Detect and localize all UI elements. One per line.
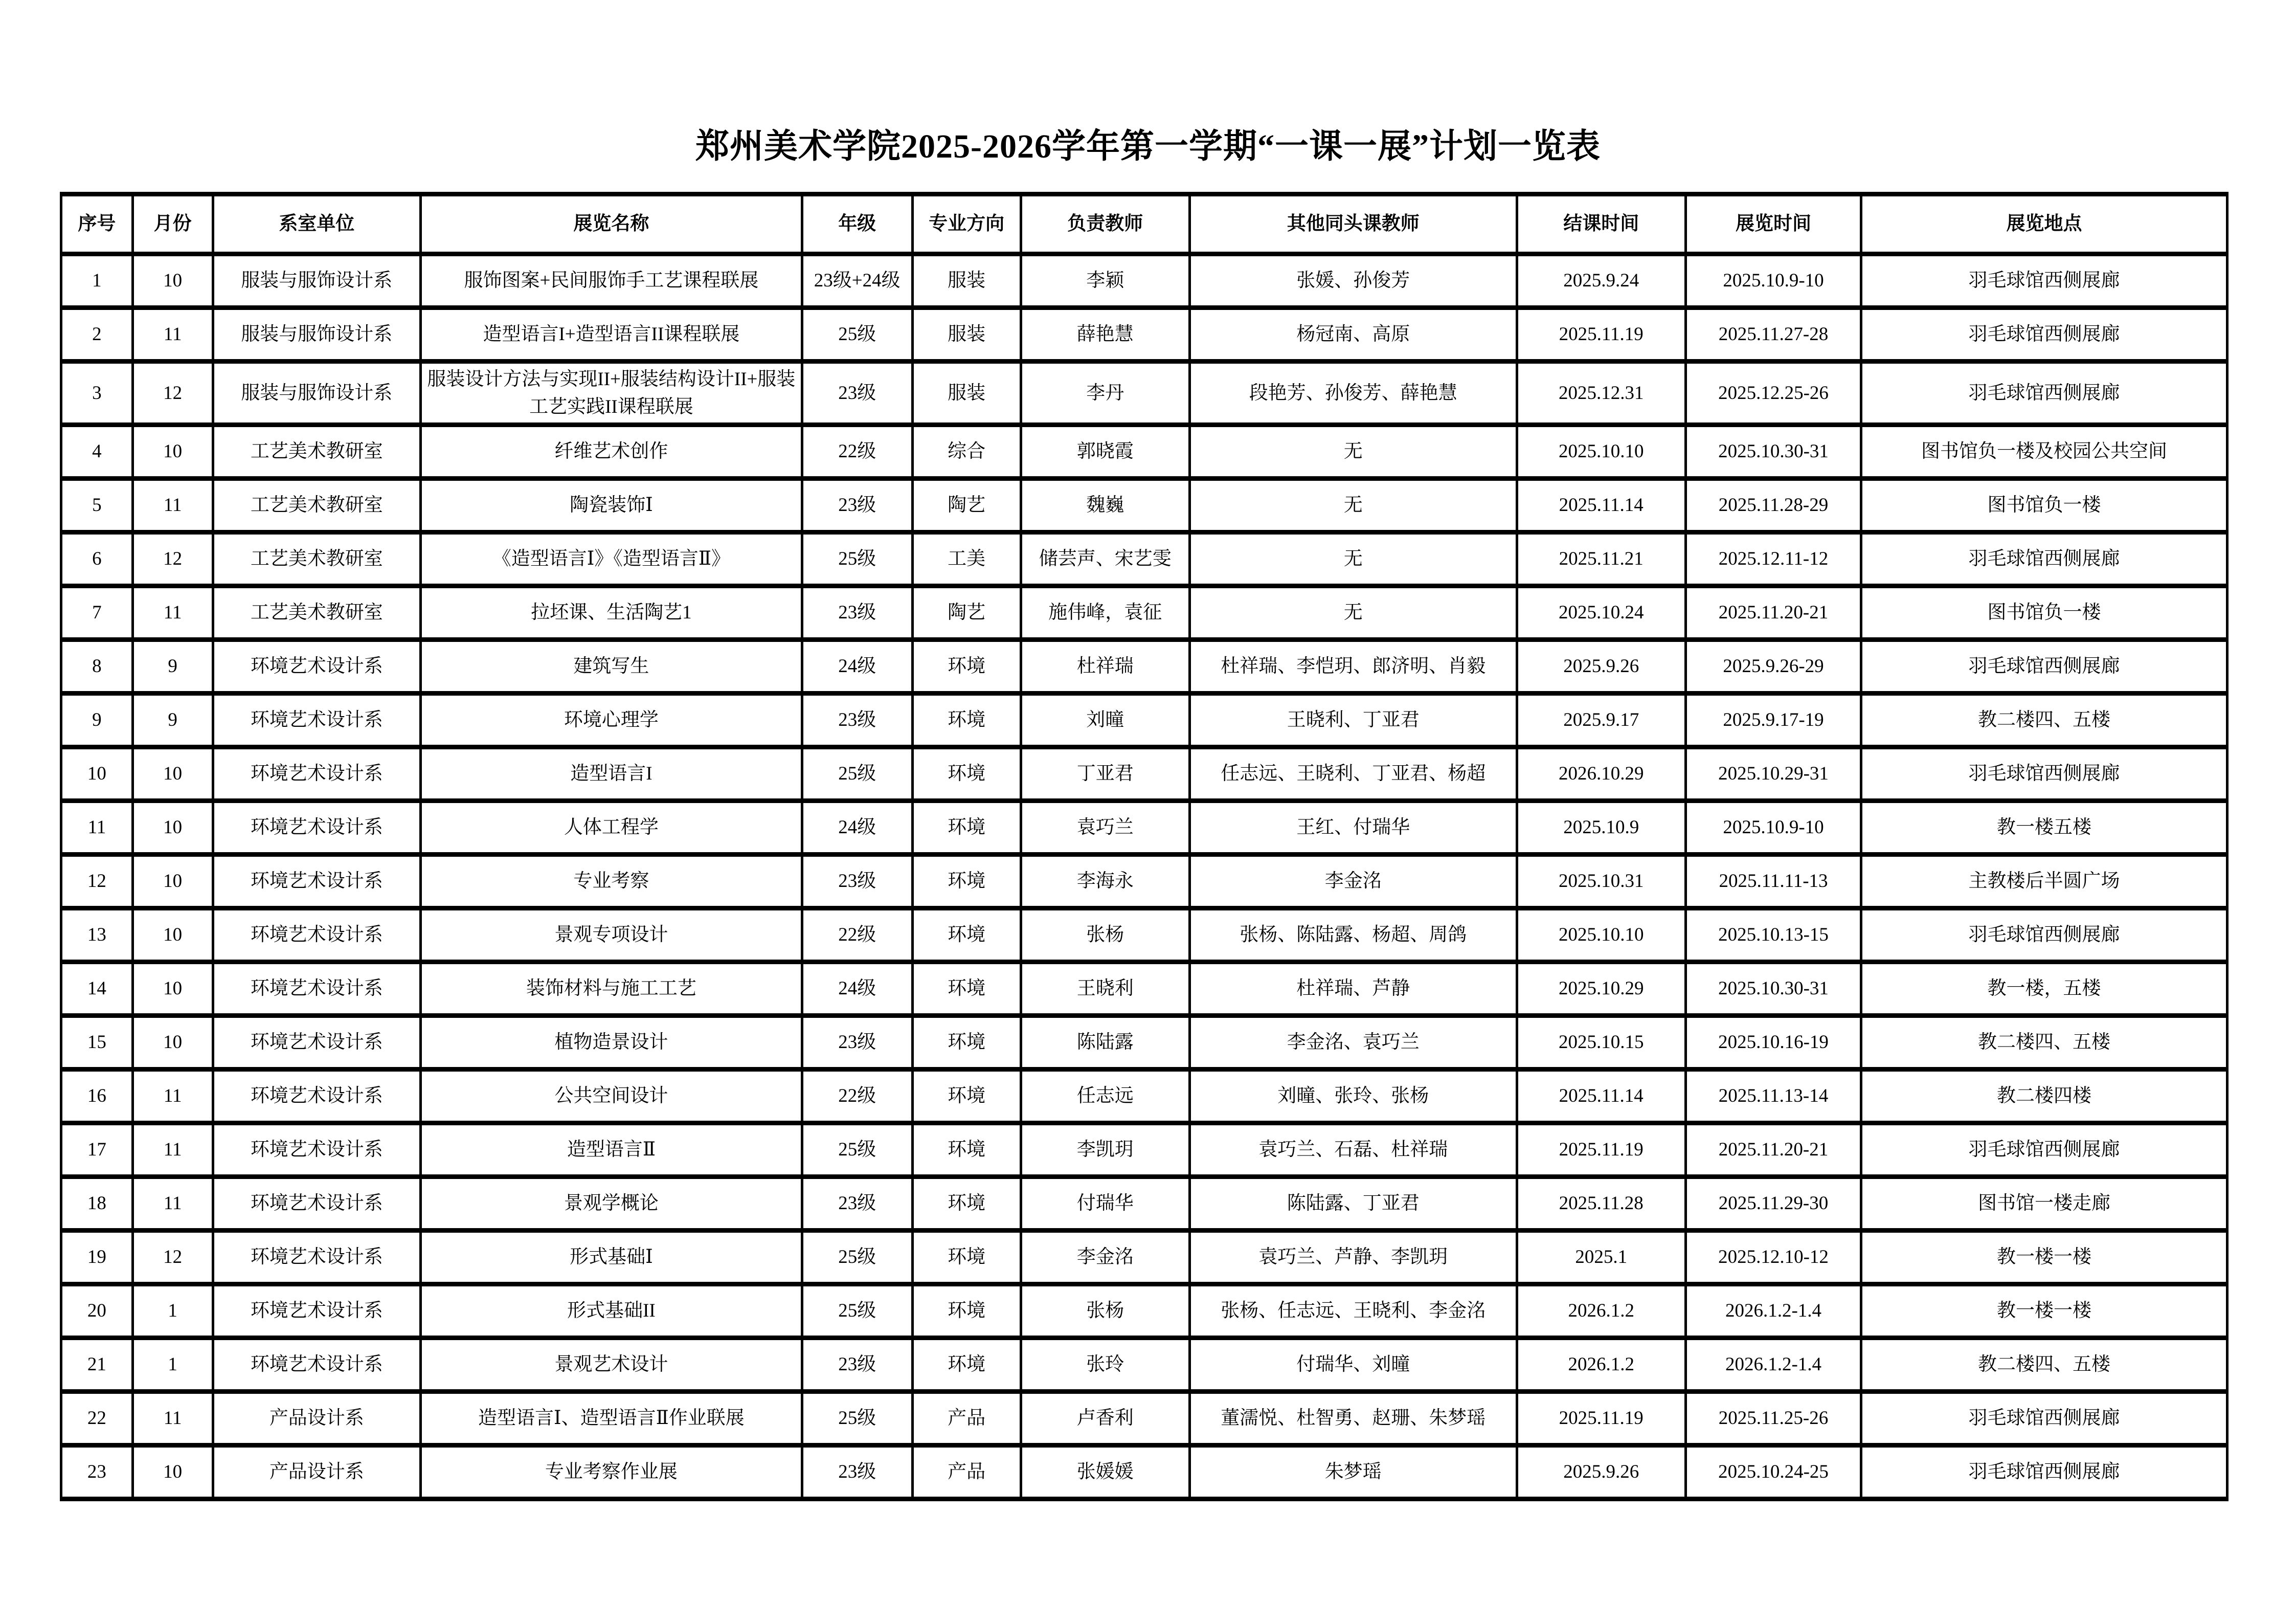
table-cell: 张杨 — [1021, 908, 1189, 962]
table-cell: 羽毛球馆西侧展廊 — [1861, 1445, 2227, 1499]
table-cell: 2025.11.25-26 — [1685, 1392, 1861, 1445]
table-cell: 陶艺 — [912, 586, 1021, 640]
table-cell: 12 — [132, 1231, 213, 1284]
exhibition-plan-table — [60, 192, 2229, 1501]
table-cell: 2025.10.29 — [1517, 962, 1685, 1016]
table-cell: 杜祥瑞、李恺玥、郎济明、肖毅 — [1189, 640, 1517, 694]
table-cell: 朱梦瑶 — [1189, 1445, 1517, 1499]
table-body — [61, 254, 2227, 1499]
table-cell: 教一楼五楼 — [1861, 801, 2227, 855]
table-cell: 10 — [132, 1016, 213, 1070]
table-cell: 环境 — [912, 747, 1021, 801]
table-cell: 23级 — [802, 694, 912, 747]
table-cell: 2025.10.10 — [1517, 908, 1685, 962]
table-cell: 刘曈 — [1021, 694, 1189, 747]
table-cell: 教一楼一楼 — [1861, 1284, 2227, 1338]
table-cell: 服装与服饰设计系 — [213, 308, 421, 362]
table-cell: 环境 — [912, 908, 1021, 962]
table-cell: 李颖 — [1021, 254, 1189, 308]
table-cell: 25级 — [802, 1231, 912, 1284]
table-cell: 2025.10.30-31 — [1685, 425, 1861, 479]
table-cell: 2025.11.11-13 — [1685, 855, 1861, 908]
table-row — [61, 1445, 2227, 1499]
table-cell: 25级 — [802, 1284, 912, 1338]
table-cell: 人体工程学 — [421, 801, 802, 855]
table-cell: 2025.9.17-19 — [1685, 694, 1861, 747]
table-cell: 环境艺术设计系 — [213, 747, 421, 801]
table-cell: 2025.11.19 — [1517, 1392, 1685, 1445]
table-cell: 2025.10.9 — [1517, 801, 1685, 855]
table-row — [61, 640, 2227, 694]
header-cell-location: 展览地点 — [1861, 194, 2227, 254]
table-cell: 图书馆负一楼 — [1861, 479, 2227, 532]
table-cell: 李丹 — [1021, 362, 1189, 425]
table-cell: 11 — [132, 1392, 213, 1445]
table-cell: 任志远、王晓利、丁亚君、杨超 — [1189, 747, 1517, 801]
table-cell: 环境 — [912, 1070, 1021, 1123]
table-cell: 10 — [132, 1445, 213, 1499]
table-row — [61, 1177, 2227, 1231]
table-cell: 教二楼四、五楼 — [1861, 1016, 2227, 1070]
table-cell: 羽毛球馆西侧展廊 — [1861, 747, 2227, 801]
table-cell: 2026.10.29 — [1517, 747, 1685, 801]
table-cell: 9 — [132, 694, 213, 747]
table-cell: 植物造景设计 — [421, 1016, 802, 1070]
table-cell: 无 — [1189, 479, 1517, 532]
table-cell: 2025.10.13-15 — [1685, 908, 1861, 962]
table-cell: 杨冠南、高原 — [1189, 308, 1517, 362]
table-row — [61, 586, 2227, 640]
table-cell: 23级 — [802, 1338, 912, 1392]
table-cell: 12 — [61, 855, 133, 908]
table-cell: 1 — [132, 1284, 213, 1338]
table-row — [61, 962, 2227, 1016]
table-cell: 2025.11.28 — [1517, 1177, 1685, 1231]
table-cell: 10 — [132, 254, 213, 308]
table-cell: 11 — [132, 1123, 213, 1177]
table-cell: 23级 — [802, 479, 912, 532]
header-cell-department: 系室单位 — [213, 194, 421, 254]
table-cell: 造型语言Ⅰ、造型语言Ⅱ作业联展 — [421, 1392, 802, 1445]
table-cell: 形式基础Ⅰ — [421, 1231, 802, 1284]
table-cell: 袁巧兰 — [1021, 801, 1189, 855]
table-cell: 服装 — [912, 362, 1021, 425]
table-cell: 陈陆露 — [1021, 1016, 1189, 1070]
table-cell: 2025.1 — [1517, 1231, 1685, 1284]
table-cell: 教二楼四、五楼 — [1861, 694, 2227, 747]
table-cell: 环境 — [912, 1231, 1021, 1284]
table-cell: 羽毛球馆西侧展廊 — [1861, 908, 2227, 962]
table-cell: 丁亚君 — [1021, 747, 1189, 801]
table-row — [61, 1284, 2227, 1338]
table-cell: 环境艺术设计系 — [213, 855, 421, 908]
table-cell: 23级 — [802, 1445, 912, 1499]
table-cell: 李金洺 — [1021, 1231, 1189, 1284]
table-cell: 教二楼四楼 — [1861, 1070, 2227, 1123]
table-row — [61, 1231, 2227, 1284]
table-cell: 陈陆露、丁亚君 — [1189, 1177, 1517, 1231]
table-cell: 环境艺术设计系 — [213, 962, 421, 1016]
table-cell: 12 — [132, 532, 213, 586]
table-cell: 杜祥瑞 — [1021, 640, 1189, 694]
table-cell: 9 — [61, 694, 133, 747]
table-cell: 1 — [132, 1338, 213, 1392]
table-cell: 25级 — [802, 1392, 912, 1445]
table-cell: 袁巧兰、芦静、李凯玥 — [1189, 1231, 1517, 1284]
table-cell: 18 — [61, 1177, 133, 1231]
table-cell: 11 — [132, 308, 213, 362]
table-cell: 2025.10.31 — [1517, 855, 1685, 908]
table-cell: 2025.10.9-10 — [1685, 254, 1861, 308]
table-cell: 2025.11.19 — [1517, 308, 1685, 362]
table-cell: 环境 — [912, 1338, 1021, 1392]
table-row — [61, 1123, 2227, 1177]
table-cell: 2025.10.16-19 — [1685, 1016, 1861, 1070]
table-cell: 2025.10.15 — [1517, 1016, 1685, 1070]
table-cell: 10 — [132, 962, 213, 1016]
table-cell: 段艳芳、孙俊芳、薛艳慧 — [1189, 362, 1517, 425]
table-cell: 工艺美术教研室 — [213, 425, 421, 479]
table-cell: 11 — [132, 479, 213, 532]
table-cell: 5 — [61, 479, 133, 532]
table-cell: 《造型语言Ⅰ》《造型语言Ⅱ》 — [421, 532, 802, 586]
table-cell: 图书馆负一楼 — [1861, 586, 2227, 640]
table-cell: 10 — [132, 747, 213, 801]
table-cell: 环境艺术设计系 — [213, 801, 421, 855]
table-cell: 1 — [61, 254, 133, 308]
table-cell: 24级 — [802, 801, 912, 855]
table-cell: 2025.11.28-29 — [1685, 479, 1861, 532]
table-row — [61, 1016, 2227, 1070]
table-cell: 环境艺术设计系 — [213, 640, 421, 694]
table-cell: 23级+24级 — [802, 254, 912, 308]
table-cell: 10 — [132, 425, 213, 479]
table-cell: 2025.11.19 — [1517, 1123, 1685, 1177]
page-title: 郑州美术学院2025-2026学年第一学期“一课一展”计划一览表 — [695, 128, 1601, 165]
table-cell: 李海永 — [1021, 855, 1189, 908]
table-cell: 羽毛球馆西侧展廊 — [1861, 532, 2227, 586]
table-cell: 陶瓷装饰Ⅰ — [421, 479, 802, 532]
table-cell: 张杨、陈陆露、杨超、周鸽 — [1189, 908, 1517, 962]
table-cell: 羽毛球馆西侧展廊 — [1861, 308, 2227, 362]
table-cell: 杜祥瑞、芦静 — [1189, 962, 1517, 1016]
table-cell: 22级 — [802, 908, 912, 962]
table-cell: 6 — [61, 532, 133, 586]
table-cell: 郭晓霞 — [1021, 425, 1189, 479]
table-cell: 产品 — [912, 1392, 1021, 1445]
table-cell: 25级 — [802, 747, 912, 801]
table-cell: 22 — [61, 1392, 133, 1445]
header-cell-index: 序号 — [61, 194, 133, 254]
table-row — [61, 747, 2227, 801]
table-cell: 8 — [61, 640, 133, 694]
table-cell: 无 — [1189, 586, 1517, 640]
table-row — [61, 479, 2227, 532]
table-row — [61, 362, 2227, 425]
table-cell: 陶艺 — [912, 479, 1021, 532]
table-cell: 2 — [61, 308, 133, 362]
table-cell: 23级 — [802, 855, 912, 908]
table-cell: 2026.1.2 — [1517, 1284, 1685, 1338]
table-cell: 纤维艺术创作 — [421, 425, 802, 479]
table-cell: 付瑞华 — [1021, 1177, 1189, 1231]
table-cell: 任志远 — [1021, 1070, 1189, 1123]
table-cell: 造型语言Ⅱ — [421, 1123, 802, 1177]
table-cell: 2025.11.27-28 — [1685, 308, 1861, 362]
table-cell: 李凯玥 — [1021, 1123, 1189, 1177]
table-cell: 2025.10.9-10 — [1685, 801, 1861, 855]
table-cell: 10 — [61, 747, 133, 801]
table-cell: 环境艺术设计系 — [213, 1070, 421, 1123]
table-cell: 11 — [132, 1177, 213, 1231]
table-cell: 产品 — [912, 1445, 1021, 1499]
table-cell: 25级 — [802, 532, 912, 586]
table-cell: 环境艺术设计系 — [213, 1284, 421, 1338]
table-cell: 景观学概论 — [421, 1177, 802, 1231]
table-cell: 2025.11.20-21 — [1685, 586, 1861, 640]
table-row — [61, 254, 2227, 308]
table-cell: 羽毛球馆西侧展廊 — [1861, 254, 2227, 308]
table-cell: 工艺美术教研室 — [213, 532, 421, 586]
table-cell: 环境心理学 — [421, 694, 802, 747]
header-cell-co-teachers: 其他同头课教师 — [1189, 194, 1517, 254]
table-cell: 张杨、任志远、王晓利、李金洺 — [1189, 1284, 1517, 1338]
table-cell: 主教楼后半圆广场 — [1861, 855, 2227, 908]
table-cell: 11 — [132, 1070, 213, 1123]
table-cell: 25级 — [802, 1123, 912, 1177]
table-cell: 付瑞华、刘曈 — [1189, 1338, 1517, 1392]
table-cell: 服装与服饰设计系 — [213, 254, 421, 308]
table-cell: 无 — [1189, 425, 1517, 479]
table-row — [61, 308, 2227, 362]
table-cell: 2025.11.14 — [1517, 479, 1685, 532]
table-cell: 李金洺 — [1189, 855, 1517, 908]
table-cell: 环境 — [912, 1016, 1021, 1070]
table-row — [61, 855, 2227, 908]
table-cell: 2025.11.13-14 — [1685, 1070, 1861, 1123]
table-cell: 王晓利 — [1021, 962, 1189, 1016]
table-cell: 14 — [61, 962, 133, 1016]
table-cell: 2025.12.11-12 — [1685, 532, 1861, 586]
table-cell: 环境 — [912, 855, 1021, 908]
table-cell: 2025.10.10 — [1517, 425, 1685, 479]
table-cell: 公共空间设计 — [421, 1070, 802, 1123]
table-cell: 2025.12.31 — [1517, 362, 1685, 425]
header-cell-month: 月份 — [132, 194, 213, 254]
table-cell: 环境艺术设计系 — [213, 1123, 421, 1177]
table-cell: 综合 — [912, 425, 1021, 479]
table-cell: 12 — [132, 362, 213, 425]
table-cell: 储芸声、宋艺雯 — [1021, 532, 1189, 586]
table-cell: 3 — [61, 362, 133, 425]
table-cell: 专业考察 — [421, 855, 802, 908]
table-cell: 拉坯课、生活陶艺1 — [421, 586, 802, 640]
table-cell: 工美 — [912, 532, 1021, 586]
table-cell: 景观专项设计 — [421, 908, 802, 962]
table-cell: 王晓利、丁亚君 — [1189, 694, 1517, 747]
table-cell: 环境艺术设计系 — [213, 1016, 421, 1070]
table-cell: 7 — [61, 586, 133, 640]
table-cell: 24级 — [802, 640, 912, 694]
table-row — [61, 1338, 2227, 1392]
table-cell: 22级 — [802, 425, 912, 479]
table-cell: 张媛、孙俊芳 — [1189, 254, 1517, 308]
table-cell: 羽毛球馆西侧展廊 — [1861, 1392, 2227, 1445]
table-row — [61, 532, 2227, 586]
table-cell: 李金洺、袁巧兰 — [1189, 1016, 1517, 1070]
table-cell: 建筑写生 — [421, 640, 802, 694]
header-cell-exhibit-time: 展览时间 — [1685, 194, 1861, 254]
table-cell: 2025.11.29-30 — [1685, 1177, 1861, 1231]
table-cell: 23 — [61, 1445, 133, 1499]
table-cell: 张玲 — [1021, 1338, 1189, 1392]
table-cell: 21 — [61, 1338, 133, 1392]
table-cell: 2026.1.2-1.4 — [1685, 1284, 1861, 1338]
table-cell: 2025.9.17 — [1517, 694, 1685, 747]
table-cell: 无 — [1189, 532, 1517, 586]
table-cell: 2026.1.2-1.4 — [1685, 1338, 1861, 1392]
table-cell: 4 — [61, 425, 133, 479]
table-cell: 环境 — [912, 640, 1021, 694]
table-cell: 景观艺术设计 — [421, 1338, 802, 1392]
table-cell: 环境 — [912, 1123, 1021, 1177]
table-cell: 卢香利 — [1021, 1392, 1189, 1445]
table-cell: 2026.1.2 — [1517, 1338, 1685, 1392]
table-cell: 24级 — [802, 962, 912, 1016]
table-cell: 羽毛球馆西侧展廊 — [1861, 1123, 2227, 1177]
table-cell: 20 — [61, 1284, 133, 1338]
table-cell: 袁巧兰、石磊、杜祥瑞 — [1189, 1123, 1517, 1177]
header-cell-teacher: 负责教师 — [1021, 194, 1189, 254]
table-cell: 2025.11.20-21 — [1685, 1123, 1861, 1177]
table-cell: 工艺美术教研室 — [213, 479, 421, 532]
table-cell: 环境艺术设计系 — [213, 908, 421, 962]
table-cell: 刘曈、张玲、张杨 — [1189, 1070, 1517, 1123]
table-cell: 2025.9.26 — [1517, 1445, 1685, 1499]
table-cell: 9 — [132, 640, 213, 694]
table-cell: 19 — [61, 1231, 133, 1284]
table-cell: 11 — [61, 801, 133, 855]
table-cell: 11 — [132, 586, 213, 640]
table-cell: 图书馆负一楼及校园公共空间 — [1861, 425, 2227, 479]
table-cell: 环境 — [912, 962, 1021, 1016]
table-cell: 2025.9.26-29 — [1685, 640, 1861, 694]
table-header-row — [61, 194, 2227, 254]
table-cell: 2025.11.21 — [1517, 532, 1685, 586]
table-cell: 环境艺术设计系 — [213, 1177, 421, 1231]
table-cell: 教一楼一楼 — [1861, 1231, 2227, 1284]
table-row — [61, 1070, 2227, 1123]
table-row — [61, 1392, 2227, 1445]
table-cell: 装饰材料与施工工艺 — [421, 962, 802, 1016]
table-cell: 环境 — [912, 801, 1021, 855]
table-cell: 10 — [132, 801, 213, 855]
table-cell: 环境艺术设计系 — [213, 1338, 421, 1392]
table-cell: 16 — [61, 1070, 133, 1123]
table-cell: 施伟峰，袁征 — [1021, 586, 1189, 640]
table-cell: 环境 — [912, 1177, 1021, 1231]
header-cell-grade: 年级 — [802, 194, 912, 254]
table-cell: 薛艳慧 — [1021, 308, 1189, 362]
table-cell: 23级 — [802, 586, 912, 640]
table-cell: 2025.10.24-25 — [1685, 1445, 1861, 1499]
table-row — [61, 801, 2227, 855]
table-cell: 服装 — [912, 254, 1021, 308]
table-cell: 工艺美术教研室 — [213, 586, 421, 640]
table-cell: 造型语言I+造型语言II课程联展 — [421, 308, 802, 362]
table-row — [61, 908, 2227, 962]
table-cell: 23级 — [802, 1016, 912, 1070]
table-cell: 服装 — [912, 308, 1021, 362]
table-cell: 服装设计方法与实现II+服装结构设计II+服装工艺实践II课程联展 — [421, 362, 802, 425]
table-cell: 2025.10.29-31 — [1685, 747, 1861, 801]
table-row — [61, 425, 2227, 479]
table-cell: 环境 — [912, 1284, 1021, 1338]
table-cell: 环境艺术设计系 — [213, 694, 421, 747]
table-cell: 造型语言I — [421, 747, 802, 801]
table-cell: 17 — [61, 1123, 133, 1177]
table-cell: 董濡悦、杜智勇、赵珊、朱梦瑶 — [1189, 1392, 1517, 1445]
table-cell: 10 — [132, 855, 213, 908]
header-cell-exhibition: 展览名称 — [421, 194, 802, 254]
table-cell: 产品设计系 — [213, 1445, 421, 1499]
table-cell: 23级 — [802, 362, 912, 425]
table-cell: 张杨 — [1021, 1284, 1189, 1338]
table-cell: 13 — [61, 908, 133, 962]
table-cell: 张媛媛 — [1021, 1445, 1189, 1499]
table-cell: 服饰图案+民间服饰手工艺课程联展 — [421, 254, 802, 308]
table-cell: 魏巍 — [1021, 479, 1189, 532]
table-cell: 形式基础II — [421, 1284, 802, 1338]
table-cell: 产品设计系 — [213, 1392, 421, 1445]
table-cell: 10 — [132, 908, 213, 962]
table-cell: 23级 — [802, 1177, 912, 1231]
table-cell: 服装与服饰设计系 — [213, 362, 421, 425]
header-cell-major: 专业方向 — [912, 194, 1021, 254]
header-cell-course-end: 结课时间 — [1517, 194, 1685, 254]
table-cell: 2025.12.25-26 — [1685, 362, 1861, 425]
table-cell: 2025.9.26 — [1517, 640, 1685, 694]
table-cell: 22级 — [802, 1070, 912, 1123]
table-cell: 2025.10.24 — [1517, 586, 1685, 640]
table-row — [61, 694, 2227, 747]
table-cell: 2025.12.10-12 — [1685, 1231, 1861, 1284]
table-cell: 环境 — [912, 694, 1021, 747]
table-cell: 2025.10.30-31 — [1685, 962, 1861, 1016]
table-cell: 图书馆一楼走廊 — [1861, 1177, 2227, 1231]
table-cell: 专业考察作业展 — [421, 1445, 802, 1499]
table-cell: 15 — [61, 1016, 133, 1070]
table-cell: 环境艺术设计系 — [213, 1231, 421, 1284]
table-cell: 教一楼，五楼 — [1861, 962, 2227, 1016]
table-cell: 王红、付瑞华 — [1189, 801, 1517, 855]
table-cell: 教二楼四、五楼 — [1861, 1338, 2227, 1392]
table-cell: 2025.9.24 — [1517, 254, 1685, 308]
table-cell: 25级 — [802, 308, 912, 362]
table-cell: 羽毛球馆西侧展廊 — [1861, 640, 2227, 694]
table-cell: 2025.11.14 — [1517, 1070, 1685, 1123]
table-cell: 羽毛球馆西侧展廊 — [1861, 362, 2227, 425]
